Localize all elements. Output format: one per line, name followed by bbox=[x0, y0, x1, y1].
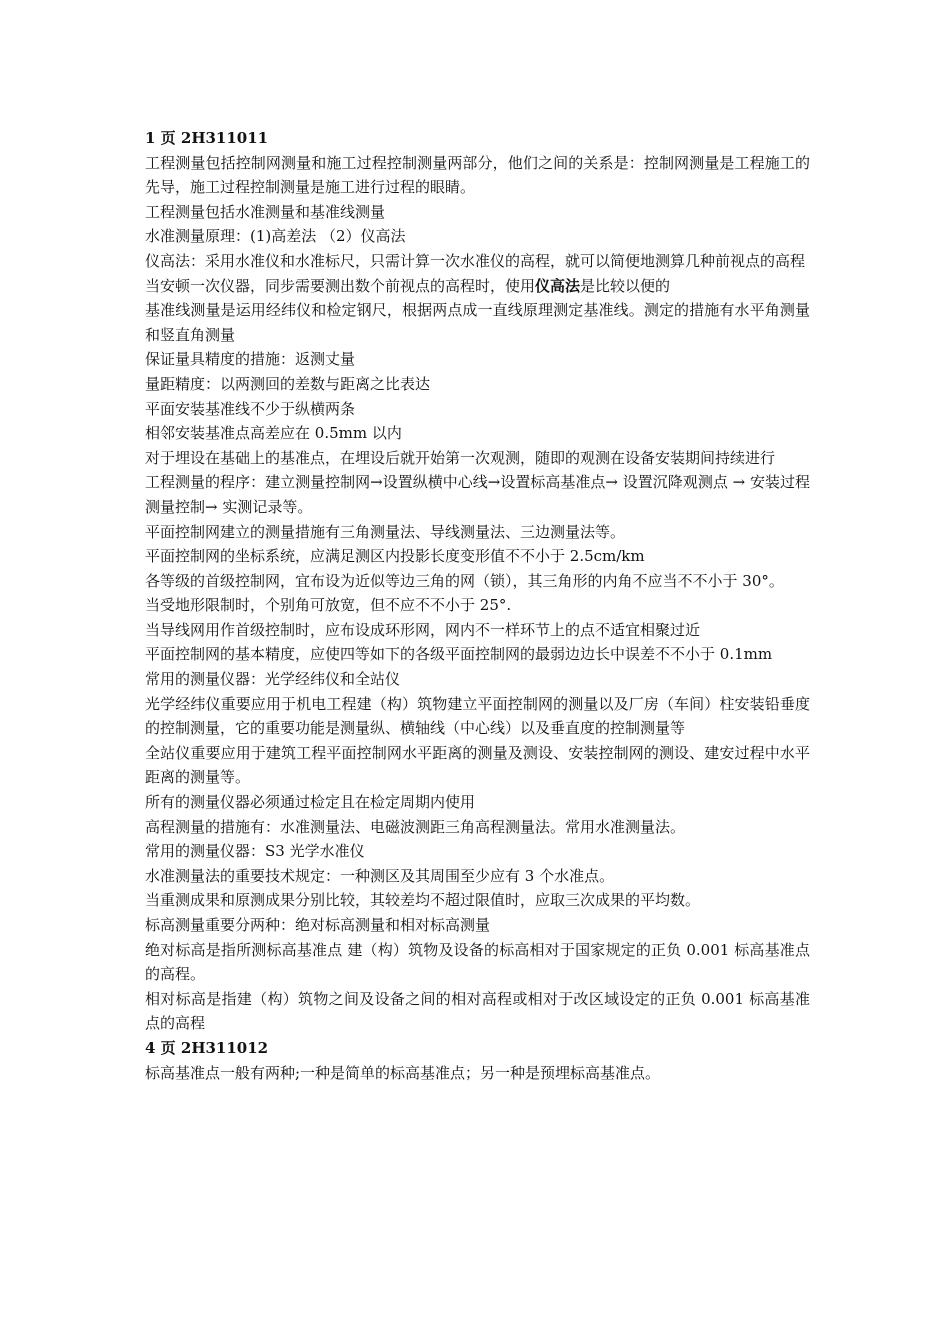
paragraph: 保证量具精度的措施：返测丈量 bbox=[145, 350, 356, 369]
paragraph: 当受地形限制时，个别角可放宽，但不应不不小于 25°. bbox=[145, 596, 512, 615]
paragraph: 常用的测量仪器：S3 光学水准仪 bbox=[145, 842, 365, 861]
paragraph: 光学经纬仪重要应用于机电工程建（构）筑物建立平面控制网的测量以及厂房（车间）柱安装铅垂度的控制测量，它的重要功能是测量纵、横轴线（中心线）以及垂直度的控制测量等 bbox=[145, 694, 810, 738]
paragraph: 量距精度：以两测回的差数与距离之比表达 bbox=[145, 374, 431, 393]
paragraph: 高程测量的措施有：水准测量法、电磁波测距三角高程测量法。常用水准测量法。 bbox=[145, 817, 686, 836]
document-body bbox=[145, 126, 810, 1085]
paragraph: 相对标高是指建（构）筑物之间及设备之间的相对高程或相对于改区域设定的正负 0.001 标高基准点的高程 bbox=[145, 989, 810, 1033]
paragraph: 平面控制网建立的测量措施有三角测量法、导线测量法、三边测量法等。 bbox=[145, 522, 626, 541]
paragraph: 仪高法：采用水准仪和水准标尺，只需计算一次水准仪的高程，就可以简便地测算几种前视点的高程 bbox=[145, 251, 806, 270]
paragraph: 水准测量原理：(1)高差法 （2）仪高法 bbox=[145, 227, 406, 246]
section-heading: 4 页 2H311012 bbox=[145, 1038, 269, 1057]
paragraph: 相邻安装基准点高差应在 0.5mm 以内 bbox=[145, 424, 402, 443]
paragraph: 平面控制网的基本精度，应使四等如下的各级平面控制网的最弱边边长中误差不不小于 0.1mm bbox=[145, 645, 773, 664]
paragraph: 绝对标高是指所测标高基准点 建（构）筑物及设备的标高相对于国家规定的正负 0.001 标高基准点的高程。 bbox=[145, 940, 810, 984]
paragraph: 对于埋设在基础上的基准点，在埋设后就开始第一次观测，随即的观测在设备安装期间持续进行 bbox=[145, 448, 776, 467]
paragraph: 平面控制网的坐标系统，应满足测区内投影长度变形值不不小于 2.5cm/km bbox=[145, 547, 645, 566]
paragraph: 基准线测量是运用经纬仪和检定钢尺，根据两点成一直线原理测定基准线。测定的措施有水平角测量和竖直角测量 bbox=[145, 301, 810, 344]
paragraph: 当重测成果和原测成果分别比较，其较差均不超过限值时，应取三次成果的平均数。 bbox=[145, 891, 701, 910]
paragraph: 各等级的首级控制网，宜布设为近似等边三角的网（锁），其三角形的内角不应当不不小于 30°。 bbox=[145, 571, 784, 590]
paragraph: 全站仪重要应用于建筑工程平面控制网水平距离的测量及测设、安装控制网的测设、建安过程中水平距离的测量等。 bbox=[145, 743, 810, 787]
paragraph-text: 当安顿一次仪器，同步需要测出数个前视点的高程时，使用 bbox=[145, 276, 536, 295]
paragraph: 工程测量包括水准测量和基准线测量 bbox=[145, 202, 386, 221]
paragraph: 平面安装基准线不少于纵横两条 bbox=[145, 399, 356, 418]
section-heading: 1 页 2H311011 bbox=[145, 129, 269, 147]
paragraph: 标高基准点一般有两种;一种是简单的标高基准点；另一种是预埋标高基准点。 bbox=[145, 1063, 661, 1082]
paragraph-text: 是比较以便的 bbox=[580, 276, 671, 295]
paragraph: 标高测量重要分两种：绝对标高测量和相对标高测量 bbox=[145, 916, 491, 934]
paragraph: 工程测量包括控制网测量和施工过程控制测量两部分，他们之间的关系是：控制网测量是工程施工的先导，施工过程控制测量是施工进行过程的眼睛。 bbox=[145, 153, 810, 197]
paragraph: 常用的测量仪器：光学经纬仪和全站仪 bbox=[145, 670, 401, 689]
emphasis-text: 仪高法 bbox=[535, 276, 581, 295]
paragraph: 水准测量法的重要技术规定：一种测区及其周围至少应有 3 个水准点。 bbox=[145, 866, 615, 885]
paragraph: 工程测量的程序：建立测量控制网→设置纵横中心线→设置标高基准点→ 设置沉降观测点 → 安装过程测量控制→ 实测记录等。 bbox=[145, 473, 810, 516]
paragraph bbox=[145, 274, 810, 299]
paragraph: 当导线网用作首级控制时，应布设成环形网，网内不一样环节上的点不适宜相聚过近 bbox=[145, 620, 701, 639]
paragraph: 所有的测量仪器必须通过检定且在检定周期内使用 bbox=[145, 793, 476, 812]
